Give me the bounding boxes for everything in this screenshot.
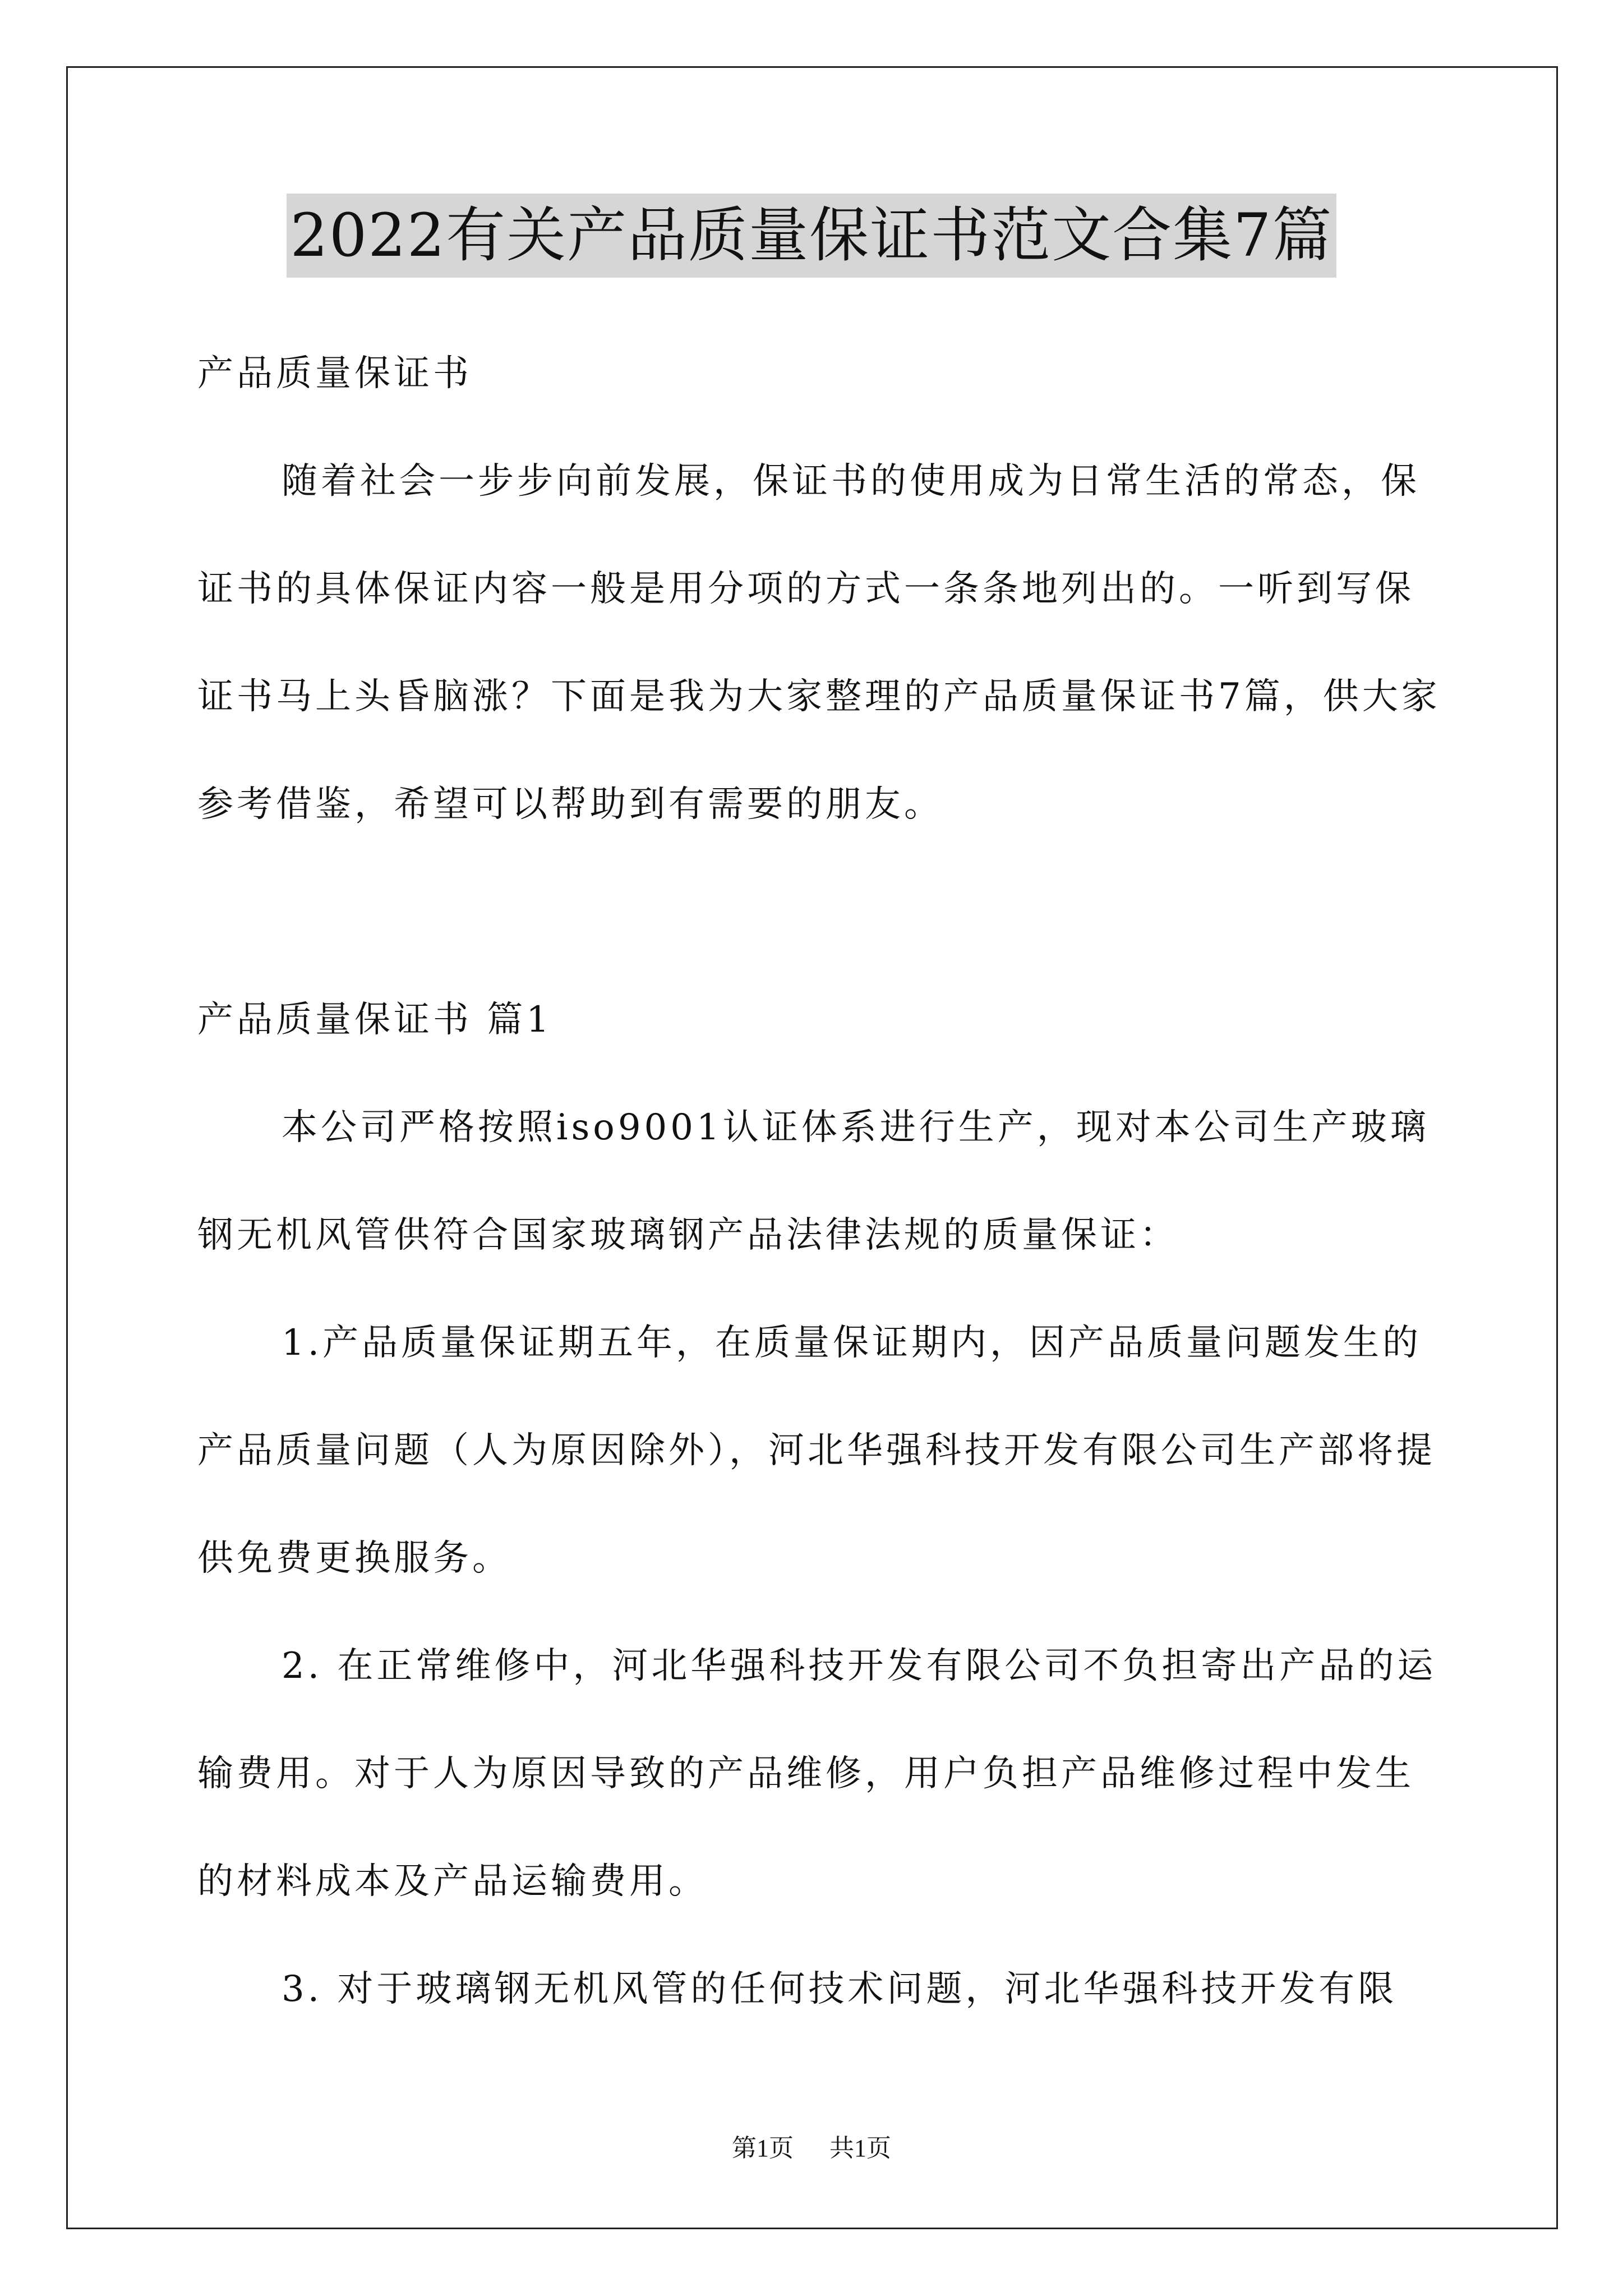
part1-item-3: 3. 对于玻璃钢无机风管的任何技术问题，河北华强科技开发有限 xyxy=(282,1968,1398,2010)
document-body xyxy=(197,320,1451,2043)
page-footer xyxy=(0,2132,1623,2165)
paragraph-spacer xyxy=(197,858,1451,966)
part1-paragraph: 本公司严格按照iso9001认证体系进行生产，现对本公司生产玻璃钢无机风管供符合国家玻璃钢产品法律法规的质量保证： xyxy=(197,1107,1430,1256)
document-title: 2022有关产品质量保证书范文合集7篇 xyxy=(287,194,1336,278)
intro-paragraph: 随着社会一步步向前发展，保证书的使用成为日常生活的常态，保证书的具体保证内容一般是用分项的方式一条条地列出的。一听到写保证书马上头昏脑涨？下面是我为大家整理的产品质量保证书7篇，供大家参考借鉴，希望可以帮助到有需要的朋友。 xyxy=(197,461,1441,825)
page-number-total: 共1页 xyxy=(829,2134,891,2162)
part1-heading: 产品质量保证书 篇1 xyxy=(197,999,553,1041)
section-heading: 产品质量保证书 xyxy=(197,353,472,394)
page-number-current: 第1页 xyxy=(732,2134,794,2162)
part1-item-2: 2. 在正常维修中，河北华强科技开发有限公司不负担寄出产品的运输费用。对于人为原因导致的产品维修，用户负担产品维修过程中发生的材料成本及产品运输费用。 xyxy=(197,1645,1437,1902)
title-container xyxy=(0,194,1623,278)
part1-item-1: 1.产品质量保证期五年，在质量保证期内，因产品质量问题发生的产品质量问题（人为原因除外），河北华强科技开发有限公司生产部将提供免费更换服务。 xyxy=(197,1322,1436,1579)
